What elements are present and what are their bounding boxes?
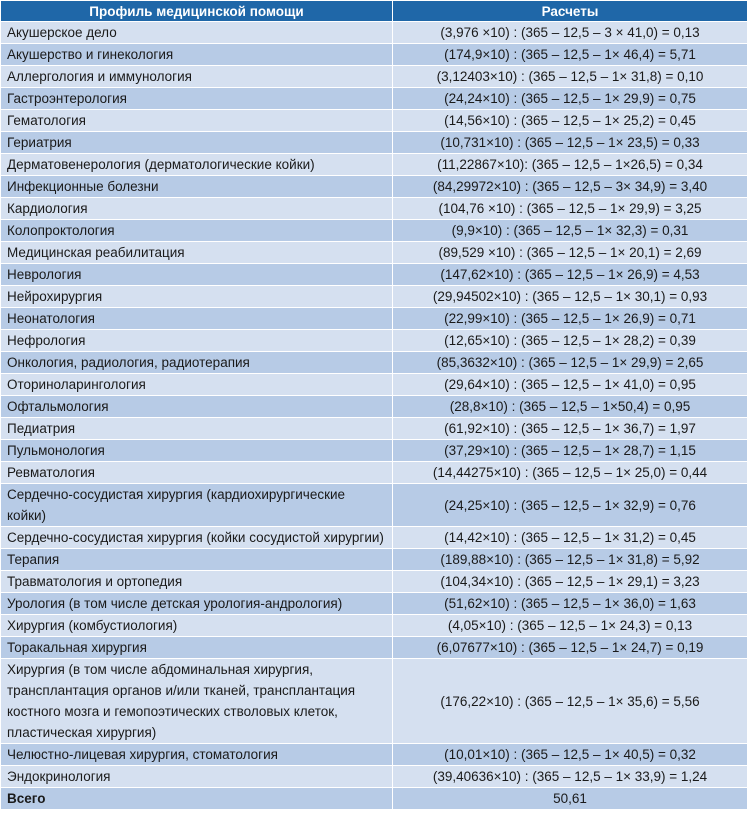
- table-row: [1, 593, 747, 615]
- table-row: [1, 242, 747, 264]
- table-row: [1, 527, 747, 549]
- table-row: [1, 352, 747, 374]
- calc-cell: (84,29972×10) : (365 – 12,5 – 3× 34,9) = 3,40: [393, 176, 747, 198]
- table-row: [1, 462, 747, 484]
- profile-cell: Нейрохирургия: [1, 286, 393, 308]
- table-row: [1, 418, 747, 440]
- calc-cell: (24,25×10) : (365 – 12,5 – 1× 32,9) = 0,76: [393, 484, 747, 527]
- table-row: [1, 22, 747, 44]
- table-row: [1, 132, 747, 154]
- calc-cell: (22,99×10) : (365 – 12,5 – 1× 26,9) = 0,71: [393, 308, 747, 330]
- profile-cell: Терапия: [1, 549, 393, 571]
- table-row: [1, 66, 747, 88]
- calc-cell: (104,34×10) : (365 – 12,5 – 1× 29,1) = 3,23: [393, 571, 747, 593]
- calc-cell: (51,62×10) : (365 – 12,5 – 1× 36,0) = 1,63: [393, 593, 747, 615]
- profile-cell: Хирургия (комбустиология): [1, 615, 393, 637]
- table-row: [1, 615, 747, 637]
- profile-cell: Кардиология: [1, 198, 393, 220]
- calc-cell: (39,40636×10) : (365 – 12,5 – 1× 33,9) = 1,24: [393, 766, 747, 788]
- profile-cell: Педиатрия: [1, 418, 393, 440]
- calc-cell: (6,07677×10) : (365 – 12,5 – 1× 24,7) = 0,19: [393, 637, 747, 659]
- profile-cell: Неврология: [1, 264, 393, 286]
- total-value: 50,61: [393, 788, 747, 810]
- calc-cell: (61,92×10) : (365 – 12,5 – 1× 36,7) = 1,97: [393, 418, 747, 440]
- table-row: [1, 44, 747, 66]
- table-row: [1, 549, 747, 571]
- profile-cell: Челюстно-лицевая хирургия, стоматология: [1, 744, 393, 766]
- calc-cell: (104,76 ×10) : (365 – 12,5 – 1× 29,9) = 3,25: [393, 198, 747, 220]
- profile-cell: Эндокринология: [1, 766, 393, 788]
- profile-cell: Неонатология: [1, 308, 393, 330]
- profile-cell: Торакальная хирургия: [1, 637, 393, 659]
- calc-cell: (189,88×10) : (365 – 12,5 – 1× 31,8) = 5,92: [393, 549, 747, 571]
- table-row: [1, 286, 747, 308]
- table-row: [1, 571, 747, 593]
- table-row: [1, 110, 747, 132]
- profile-cell: Инфекционные болезни: [1, 176, 393, 198]
- calc-cell: (3,12403×10) : (365 – 12,5 – 1× 31,8) = 0,10: [393, 66, 747, 88]
- profile-cell: Медицинская реабилитация: [1, 242, 393, 264]
- header-profile: Профиль медицинской помощи: [1, 1, 393, 22]
- profile-cell: Колопроктология: [1, 220, 393, 242]
- table-row: [1, 176, 747, 198]
- calc-cell: (11,22867×10): (365 – 12,5 – 1×26,5) = 0,34: [393, 154, 747, 176]
- header-row: [1, 1, 747, 22]
- profile-cell: Дерматовенерология (дерматологические койки): [1, 154, 393, 176]
- profile-cell: Гериатрия: [1, 132, 393, 154]
- calc-cell: (29,94502×10) : (365 – 12,5 – 1× 30,1) = 0,93: [393, 286, 747, 308]
- total-label: Всего: [1, 788, 393, 810]
- profile-cell: Гематология: [1, 110, 393, 132]
- calc-cell: (10,01×10) : (365 – 12,5 – 1× 40,5) = 0,32: [393, 744, 747, 766]
- table-row: [1, 440, 747, 462]
- calc-cell: (24,24×10) : (365 – 12,5 – 1× 29,9) = 0,75: [393, 88, 747, 110]
- calc-cell: (10,731×10) : (365 – 12,5 – 1× 23,5) = 0,33: [393, 132, 747, 154]
- profile-cell: Нефрология: [1, 330, 393, 352]
- table-row: [1, 220, 747, 242]
- calc-cell: (85,3632×10) : (365 – 12,5 – 1× 29,9) = 2,65: [393, 352, 747, 374]
- profile-cell: Ревматология: [1, 462, 393, 484]
- calc-cell: (29,64×10) : (365 – 12,5 – 1× 41,0) = 0,95: [393, 374, 747, 396]
- calc-cell: (3,976 ×10) : (365 – 12,5 – 3 × 41,0) = 0,13: [393, 22, 747, 44]
- calc-cell: (12,65×10) : (365 – 12,5 – 1× 28,2) = 0,39: [393, 330, 747, 352]
- calc-cell: (174,9×10) : (365 – 12,5 – 1× 46,4) = 5,71: [393, 44, 747, 66]
- table-row: [1, 198, 747, 220]
- table-row: [1, 308, 747, 330]
- profile-cell: Офтальмология: [1, 396, 393, 418]
- table-row: [1, 154, 747, 176]
- table-row: [1, 374, 747, 396]
- table-body: [1, 22, 747, 810]
- total-row: [1, 788, 747, 810]
- profile-cell: Сердечно-сосудистая хирургия (кардиохирургические койки): [1, 484, 393, 527]
- profile-cell: Урология (в том числе детская урология-андрология): [1, 593, 393, 615]
- profile-cell: Акушерство и гинекология: [1, 44, 393, 66]
- calc-cell: (14,44275×10) : (365 – 12,5 – 1× 25,0) = 0,44: [393, 462, 747, 484]
- profile-cell: Сердечно-сосудистая хирургия (койки сосудистой хирургии): [1, 527, 393, 549]
- calc-cell: (14,42×10) : (365 – 12,5 – 1× 31,2) = 0,45: [393, 527, 747, 549]
- table-row: [1, 766, 747, 788]
- profile-cell: Травматология и ортопедия: [1, 571, 393, 593]
- calc-cell: (28,8×10) : (365 – 12,5 – 1×50,4) = 0,95: [393, 396, 747, 418]
- table-row: [1, 484, 747, 527]
- profile-cell: Гастроэнтерология: [1, 88, 393, 110]
- profile-cell: Пульмонология: [1, 440, 393, 462]
- table-row: [1, 637, 747, 659]
- table-row: [1, 396, 747, 418]
- profile-cell: Акушерское дело: [1, 22, 393, 44]
- calc-cell: (37,29×10) : (365 – 12,5 – 1× 28,7) = 1,15: [393, 440, 747, 462]
- profile-cell: Оториноларингология: [1, 374, 393, 396]
- header-calculations: Расчеты: [393, 1, 747, 22]
- profile-cell: Онкология, радиология, радиотерапия: [1, 352, 393, 374]
- table-row: [1, 88, 747, 110]
- calc-cell: (147,62×10) : (365 – 12,5 – 1× 26,9) = 4,53: [393, 264, 747, 286]
- calc-cell: (14,56×10) : (365 – 12,5 – 1× 25,2) = 0,45: [393, 110, 747, 132]
- calc-cell: (9,9×10) : (365 – 12,5 – 1× 32,3) = 0,31: [393, 220, 747, 242]
- table-row: [1, 330, 747, 352]
- calc-cell: (176,22×10) : (365 – 12,5 – 1× 35,6) = 5,56: [393, 659, 747, 744]
- table-row: [1, 264, 747, 286]
- calc-cell: (89,529 ×10) : (365 – 12,5 – 1× 20,1) = 2,69: [393, 242, 747, 264]
- table-row: [1, 744, 747, 766]
- calc-cell: (4,05×10) : (365 – 12,5 – 1× 24,3) = 0,13: [393, 615, 747, 637]
- table-row: [1, 659, 747, 744]
- profile-cell: Хирургия (в том числе абдоминальная хирургия, трансплантация органов и/или тканей, трансплантация костного мозга и гемопоэтических стволовых клеток, пластическая хирургия): [1, 659, 393, 744]
- profile-cell: Аллергология и иммунология: [1, 66, 393, 88]
